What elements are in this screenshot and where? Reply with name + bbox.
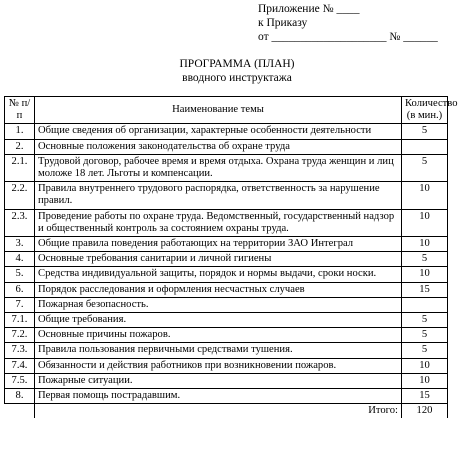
table-row: [5, 124, 448, 139]
table-row: [5, 313, 448, 328]
row-topic: Основные положения законодательства об охране труда: [35, 139, 402, 154]
row-minutes: 5: [402, 328, 448, 343]
row-minutes: 5: [402, 343, 448, 358]
row-num: 7.1.: [5, 313, 35, 328]
table-row: [5, 139, 448, 154]
row-minutes: 10: [402, 373, 448, 388]
program-table: [4, 96, 458, 418]
row-topic: Обязанности и действия работников при возникновении пожаров.: [35, 358, 402, 373]
row-num: 6.: [5, 282, 35, 297]
row-topic: Общие требования.: [35, 313, 402, 328]
row-num: 7.2.: [5, 328, 35, 343]
title-main: ПРОГРАММА (ПЛАН): [179, 58, 295, 70]
row-minutes: 10: [402, 209, 448, 236]
table-row: [5, 358, 448, 373]
row-topic: Порядок расследования и оформления несчастных случаев: [35, 282, 402, 297]
document-title: [0, 57, 474, 85]
table-row: [5, 237, 448, 252]
row-minutes: 5: [402, 154, 448, 181]
row-minutes: 10: [402, 267, 448, 282]
appendix-number-line: Приложение № ____: [258, 3, 360, 15]
row-num: 4.: [5, 252, 35, 267]
row-minutes: 5: [402, 124, 448, 139]
row-topic: Правила внутреннего трудового распорядка, ответственность за нарушение правил.: [35, 182, 402, 209]
total-row: [5, 404, 448, 419]
row-num: 7.: [5, 297, 35, 312]
row-topic: Общие сведения об организации, характерные особенности деятельности: [35, 124, 402, 139]
header-qty: Количество (в мин.): [402, 97, 448, 124]
row-topic: Пожарные ситуации.: [35, 373, 402, 388]
row-minutes: 15: [402, 282, 448, 297]
row-minutes: [402, 297, 448, 312]
row-num: 1.: [5, 124, 35, 139]
table-row: [5, 267, 448, 282]
row-minutes: 5: [402, 313, 448, 328]
table-row: [5, 328, 448, 343]
table-header-row: [5, 97, 448, 124]
row-num: 8.: [5, 389, 35, 404]
appendix-order-line: к Приказу: [258, 17, 308, 29]
table-row: [5, 182, 448, 209]
appendix-date-line: от ____________________ № ______: [258, 31, 438, 43]
total-spacer: [5, 404, 35, 419]
table-row: [5, 252, 448, 267]
row-num: 3.: [5, 237, 35, 252]
row-topic: Средства индивидуальной защиты, порядок и нормы выдачи, сроки носки.: [35, 267, 402, 282]
table-row: [5, 154, 448, 181]
row-minutes: 10: [402, 237, 448, 252]
row-topic: Правила пользования первичными средствами тушения.: [35, 343, 402, 358]
row-topic: Проведение работы по охране труда. Ведомственный, государственный надзор и общественный контроль за состоянием охраны труда.: [35, 209, 402, 236]
table-row: [5, 209, 448, 236]
table-row: [5, 389, 448, 404]
row-topic: Пожарная безопасность.: [35, 297, 402, 312]
table-row: [5, 297, 448, 312]
row-topic: Основные требования санитарии и личной гигиены: [35, 252, 402, 267]
appendix-block: [258, 2, 468, 44]
total-label: Итого:: [35, 404, 402, 419]
row-num: 2.3.: [5, 209, 35, 236]
header-num: № п/п: [5, 97, 35, 124]
row-topic: Общие правила поведения работающих на территории ЗАО Интеграл: [35, 237, 402, 252]
row-num: 5.: [5, 267, 35, 282]
row-num: 7.3.: [5, 343, 35, 358]
row-minutes: 10: [402, 358, 448, 373]
row-topic: Основные причины пожаров.: [35, 328, 402, 343]
table-row: [5, 373, 448, 388]
row-minutes: 10: [402, 182, 448, 209]
total-value: 120: [402, 404, 448, 419]
row-num: 2.1.: [5, 154, 35, 181]
header-name: Наименование темы: [35, 97, 402, 124]
title-sub: вводного инструктажа: [182, 72, 292, 84]
row-num: 2.: [5, 139, 35, 154]
row-minutes: 15: [402, 389, 448, 404]
row-minutes: 5: [402, 252, 448, 267]
row-topic: Трудовой договор, рабочее время и время отдыха. Охрана труда женщин и лиц моложе 18 лет. Льготы и компенсации.: [35, 154, 402, 181]
table-row: [5, 282, 448, 297]
row-num: 7.5.: [5, 373, 35, 388]
row-num: 7.4.: [5, 358, 35, 373]
row-minutes: [402, 139, 448, 154]
table-row: [5, 343, 448, 358]
row-topic: Первая помощь пострадавшим.: [35, 389, 402, 404]
row-num: 2.2.: [5, 182, 35, 209]
